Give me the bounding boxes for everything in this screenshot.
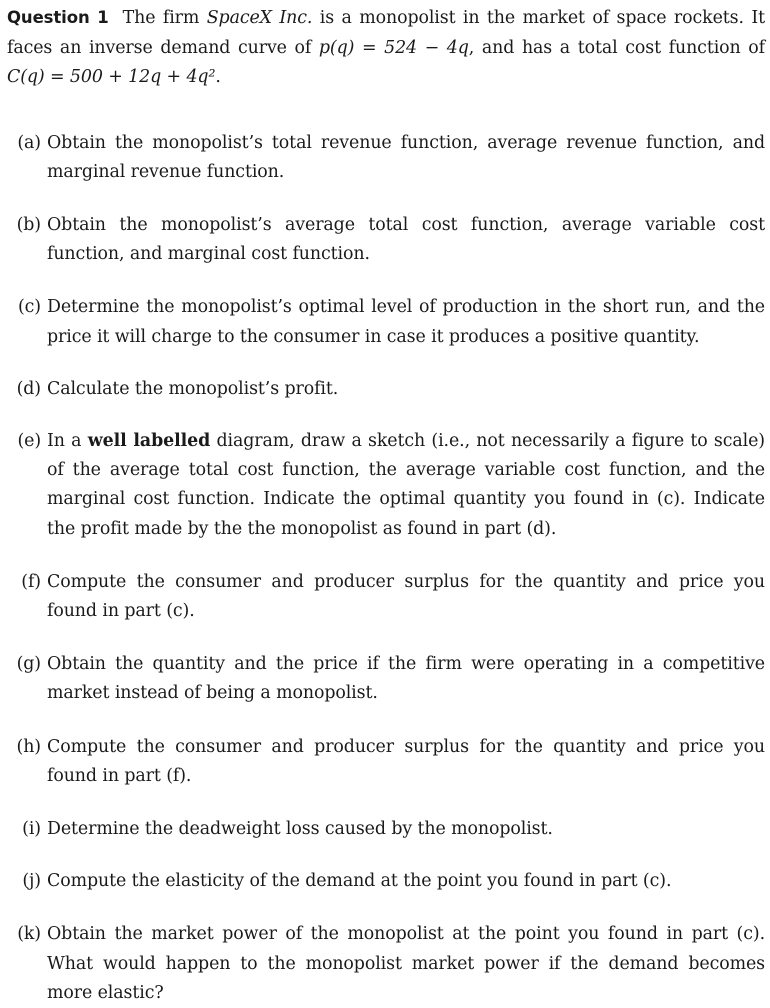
part-text: Obtain the quantity and the price if the firm were operating in a competitive market instead of being a monopolist. [47,654,765,704]
part-text: Compute the consumer and producer surplus for the quantity and price you found in part (c). [47,571,765,621]
part-label: (i) [22,818,41,839]
question-label: Question 1 [7,8,109,27]
part-f [7,568,765,626]
part-label: (h) [16,736,41,757]
intro-text-1: The firm [122,8,207,28]
part-i [7,815,765,844]
part-label: (c) [17,297,41,318]
part-k [7,920,765,1008]
part-text: Determine the deadweight loss caused by the monopolist. [47,818,553,839]
part-text-after: diagram, draw a sketch (i.e., not necessarily a figure to scale) of the average total cost function, the average variable cost function, and the marginal cost function. Indicate the optimal quantity you found in (c). Indicate the profit made by the the monopolist as found in part (d). [47,430,765,539]
part-label: (j) [22,871,41,892]
part-text: Obtain the market power of the monopolist at the point you found in part (c). What would happen to the monopolist market power if the demand becomes more elastic? [47,924,765,1003]
emphasis-text: well labelled [87,430,211,451]
firm-name: SpaceX Inc. [206,8,313,28]
subquestion-list [7,129,765,1008]
part-b [7,211,765,269]
part-text: Compute the consumer and producer surplus for the quantity and price you found in part (f). [47,736,765,786]
part-text [47,431,765,539]
question-intro [7,3,765,93]
part-e [7,427,765,544]
intro-text-2: is a monopolist in the market of space rockets. It faces an inverse demand curve of [7,8,765,58]
cost-function-formula: C(q) = 500 + 12q + 4q² [7,67,216,87]
part-label: (d) [16,378,41,399]
intro-text-3: , and has a total cost function of [468,37,766,58]
part-text-before: In a [47,430,88,451]
part-d [7,375,765,404]
part-c [7,293,765,351]
part-label: (g) [16,654,41,675]
part-label: (a) [17,132,41,153]
part-h [7,733,765,791]
part-j [7,867,765,896]
part-label: (e) [17,430,41,451]
intro-text-4: . [215,67,221,87]
part-label: (b) [16,214,41,235]
document-page [7,3,765,1008]
part-label: (f) [21,571,41,592]
part-text: Compute the elasticity of the demand at the point you found in part (c). [47,871,672,892]
part-label: (k) [17,924,41,945]
demand-curve-formula: p(q) = 524 − 4q [318,37,469,58]
part-text: Calculate the monopolist’s profit. [47,378,339,399]
part-text: Obtain the monopolist’s total revenue function, average revenue function, and marginal revenue function. [47,132,765,182]
part-g [7,650,765,708]
part-text: Obtain the monopolist’s average total cost function, average variable cost function, and marginal cost function. [47,214,765,265]
part-a [7,129,765,187]
part-text: Determine the monopolist’s optimal level of production in the short run, and the price it will charge to the consumer in case it produces a positive quantity. [47,297,765,347]
